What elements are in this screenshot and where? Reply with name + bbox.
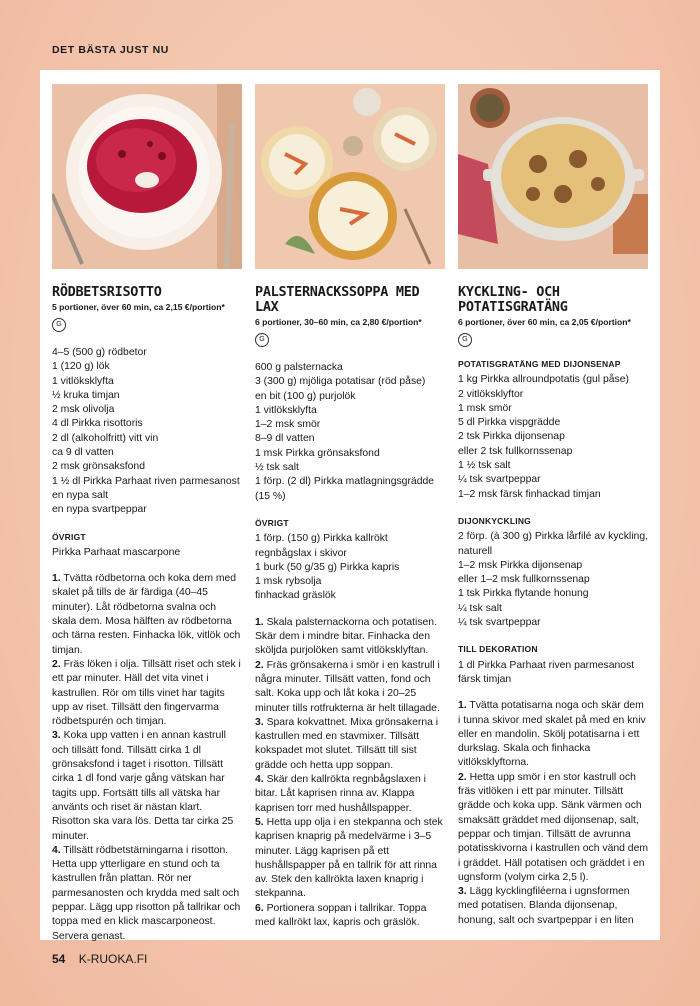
site-name: K-RUOKA.FI [78, 952, 148, 966]
ingredient: 2 förp. (à 300 g) Pirkka lårfilé av kyckling, naturell [458, 531, 648, 557]
step: 3. Lägg kycklingfiléerna i ugnsformen med potatisen. Blanda dijonsenap, honung, salt och svartpeppar i en liten [458, 886, 634, 926]
ingredient: 1–2 msk smör [255, 419, 321, 431]
step: 1. Tvätta rödbetorna och koka dem med skalet på tills de är färdiga (40–45 minuter). Låt rödbetorna svalna och skala dem. Mosa hälften av rödbetorna och tärna resten. Finhacka lök, vitlök och timjan. [52, 573, 241, 656]
ingredient: 1 vitlöksklyfta [52, 375, 114, 387]
ingredient: 1 förp. (2 dl) Pirkka matlagningsgrädde [255, 476, 435, 488]
section-header: DET BÄSTA JUST NU [52, 44, 169, 56]
ingredient: eller 1–2 msk fullkornssenap [458, 574, 590, 586]
recipe-palsternackssoppa [255, 84, 445, 930]
step-list [458, 699, 648, 928]
step-list [52, 572, 242, 944]
step-list [255, 616, 445, 931]
ingredient: en bit (100 g) purjolök [255, 390, 356, 402]
page-footer [52, 952, 147, 966]
recipe-meta: 5 portioner, över 60 min, ca 2,15 €/portion* [52, 302, 225, 312]
step: 3. Koka upp vatten i en annan kastrull och tillsätt fond. Tillsätt cirka 1 dl grönsaksfond i taget i risotton. Tillsätt cirka 1 dl fond varje gång vätskan har tagits upp. Fortsätt tills all vätska har använts och riset är nästan klart. Risotton ska vara lös. Detta tar cirka 25 minuter. [52, 730, 234, 842]
ingredient: 2 msk olivolja [52, 404, 115, 416]
ingredient: ca 9 dl vatten [52, 447, 114, 459]
ingredient: 1–2 msk Pirkka dijonsenap [458, 559, 583, 571]
ingredient: 1 (120 g) lök [52, 361, 110, 373]
subsection-title: TILL DEKORATION [458, 644, 538, 655]
ingredient: 4 dl Pirkka risottoris [52, 418, 143, 430]
gratin-photo [458, 84, 648, 269]
soup-photo [255, 84, 445, 269]
ingredient: ¼ tsk svartpeppar [458, 474, 541, 486]
ingredient: en nypa salt [52, 489, 109, 501]
step: 1. Skala palsternackorna och potatisen. Skär dem i mindre bitar. Finhacka den sköljda purjolöken samt vitlöksklyftan. [255, 616, 437, 657]
recipe-title: PALSTERNACKSSOPPA MED LAX [255, 284, 420, 315]
ingredient: 1 msk smör [458, 402, 512, 414]
ingredient: en nypa svartpeppar [52, 504, 147, 516]
step: 4. Tillsätt rödbetstärningarna i risotton. Hetta upp ytterligare en stund och ta kastrullen från plattan. Rör ner parmesanosten och krydda med salt och peppar. Lägg upp risotton på tallrikar och toppa med en klick mascarponeost. Servera genast. [52, 844, 241, 942]
recipe-meta: 6 portioner, 30–60 min, ca 2,80 €/portion* [255, 317, 422, 327]
ingredient: 1 ½ dl Pirkka Parhaat riven parmesanost [52, 475, 240, 487]
ingredient: 2 vitlöksklyftor [458, 388, 524, 400]
ingredient: 8–9 dl vatten [255, 433, 315, 445]
ingredient: 2 dl (alkoholfritt) vitt vin [52, 432, 159, 444]
recipe-page [40, 70, 660, 940]
ingredient: 3 (300 g) mjöliga potatisar (röd påse) [255, 376, 426, 388]
recipe-title: RÖDBETSRISOTTO [52, 284, 162, 300]
allergen-badge: G [458, 333, 472, 347]
page-number: 54 [52, 952, 66, 966]
subsection-title: ÖVRIGT [52, 531, 86, 542]
ingredient: 1 msk rybsolja [255, 576, 322, 588]
step: 2. Fräs grönsakerna i smör i en kastrull i några minuter. Tillsätt vatten, fond och salt. Koka upp och låt koka i 20–25 minuter tills rotfrukterna är helt tillagade. [255, 659, 440, 714]
recipe-title: KYCKLING- OCH POTATISGRATÄNG [458, 284, 568, 315]
ingredient: färsk timjan [458, 673, 512, 685]
ingredient: ½ tsk salt [255, 462, 299, 474]
ingredient: ¼ tsk salt [458, 602, 502, 614]
ingredient: 1 tsk Pirkka flytande honung [458, 588, 589, 600]
risotto-photo [52, 84, 242, 269]
allergen-badge: G [52, 318, 66, 332]
step: 2. Hetta upp smör i en stor kastrull och fräs vitlöken i ett par minuter. Tillsätt grädde och koka upp. Sänk värmen och smaksätt gräddet med dijonsenap, salt, peppar och timjan. Tillsätt de avrunna potatisskivorna i kastrullen och vänd dem i gräddet. Häll potatisen och gräddet i en ugnsform (volym cirka 2,5 l). [458, 771, 649, 883]
step: 3. Spara kokvattnet. Mixa grönsakerna i kastrullen med en stavmixer. Tillsätt kokspadet mot slutet. Tillsätt till sist grädde och hetta upp soppan. [255, 716, 439, 771]
ingredient: 1 förp. (150 g) Pirkka kallrökt regnbågslax i skivor [255, 533, 388, 559]
step: 6. Portionera soppan i tallrikar. Toppa med kallrökt lax, kapris och gräslök. [255, 902, 427, 928]
ingredient: 1–2 msk färsk finhackad timjan [458, 488, 601, 500]
ingredient: 2 msk grönsaksfond [52, 461, 145, 473]
recipe-meta: 6 portioner, över 60 min, ca 2,05 €/portion* [458, 317, 631, 327]
allergen-badge: G [255, 333, 269, 347]
ingredient: 1 kg Pirkka allroundpotatis (gul påse) [458, 374, 629, 386]
recipe-rodbetsrisotto [52, 84, 242, 944]
subsection-title: ÖVRIGT [255, 517, 289, 528]
ingredient: 1 burk (50 g/35 g) Pirkka kapris [255, 561, 400, 573]
subsection-title: POTATISGRATÄNG MED DIJONSENAP [458, 359, 621, 369]
ingredient: 1 msk Pirkka grönsaksfond [255, 447, 380, 459]
step: 4. Skär den kallrökta regnbågslaxen i bitar. Låt kaprisen rinna av. Klappa kaprisen torr med hushållspapper. [255, 774, 426, 814]
ingredient: eller 2 tsk fullkornssenap [458, 445, 573, 457]
ingredient: 5 dl Pirkka vispgrädde [458, 417, 561, 429]
ingredient: 1 ½ tsk salt [458, 460, 511, 472]
ingredient: finhackad gräslök [255, 590, 336, 602]
step: 1. Tvätta potatisarna noga och skär dem i tunna skivor med skalet på med en kniv eller en mandolin. Skölj potatisarna i ett durkslag. Skala och finhacka vitlöksklyftorna. [458, 700, 646, 769]
subsection-title: DIJONKYCKLING [458, 515, 531, 526]
ingredient-list [52, 346, 242, 518]
ingredient: 1 dl Pirkka Parhaat riven parmesanost [458, 659, 635, 671]
ingredient: 4–5 (500 g) rödbetor [52, 347, 147, 358]
ingredient: 1 vitlöksklyfta [255, 404, 317, 416]
ingredient-list [255, 361, 445, 504]
ingredient: ¼ tsk svartpeppar [458, 617, 541, 629]
ingredient: ½ kruka timjan [52, 389, 120, 401]
step: 5. Hetta upp olja i en stekpanna och stek kaprisen knaprig på medelvärme i 3–5 minuter. Lägg kaprisen på ett hushållspapper på en tallrik för att rinna av. Stek den kallrökta laxen knaprig i stekpanna. [255, 816, 443, 900]
recipe-kyckling-potatisgratang [458, 84, 648, 928]
ingredient: 2 tsk Pirkka dijonsenap [458, 431, 565, 443]
ingredient: 600 g palsternacka [255, 362, 343, 373]
ingredient: (15 %) [255, 490, 286, 502]
ingredient: Pirkka Parhaat mascarpone [52, 546, 181, 558]
step: 2. Fräs löken i olja. Tillsätt riset och stek i ett par minuter. Häll det vita vinet i kastrullen. Rör om tills vinet har tagits upp av riset. Tillsätt den fingervarma rödbetspurén och timjan. [52, 658, 241, 728]
